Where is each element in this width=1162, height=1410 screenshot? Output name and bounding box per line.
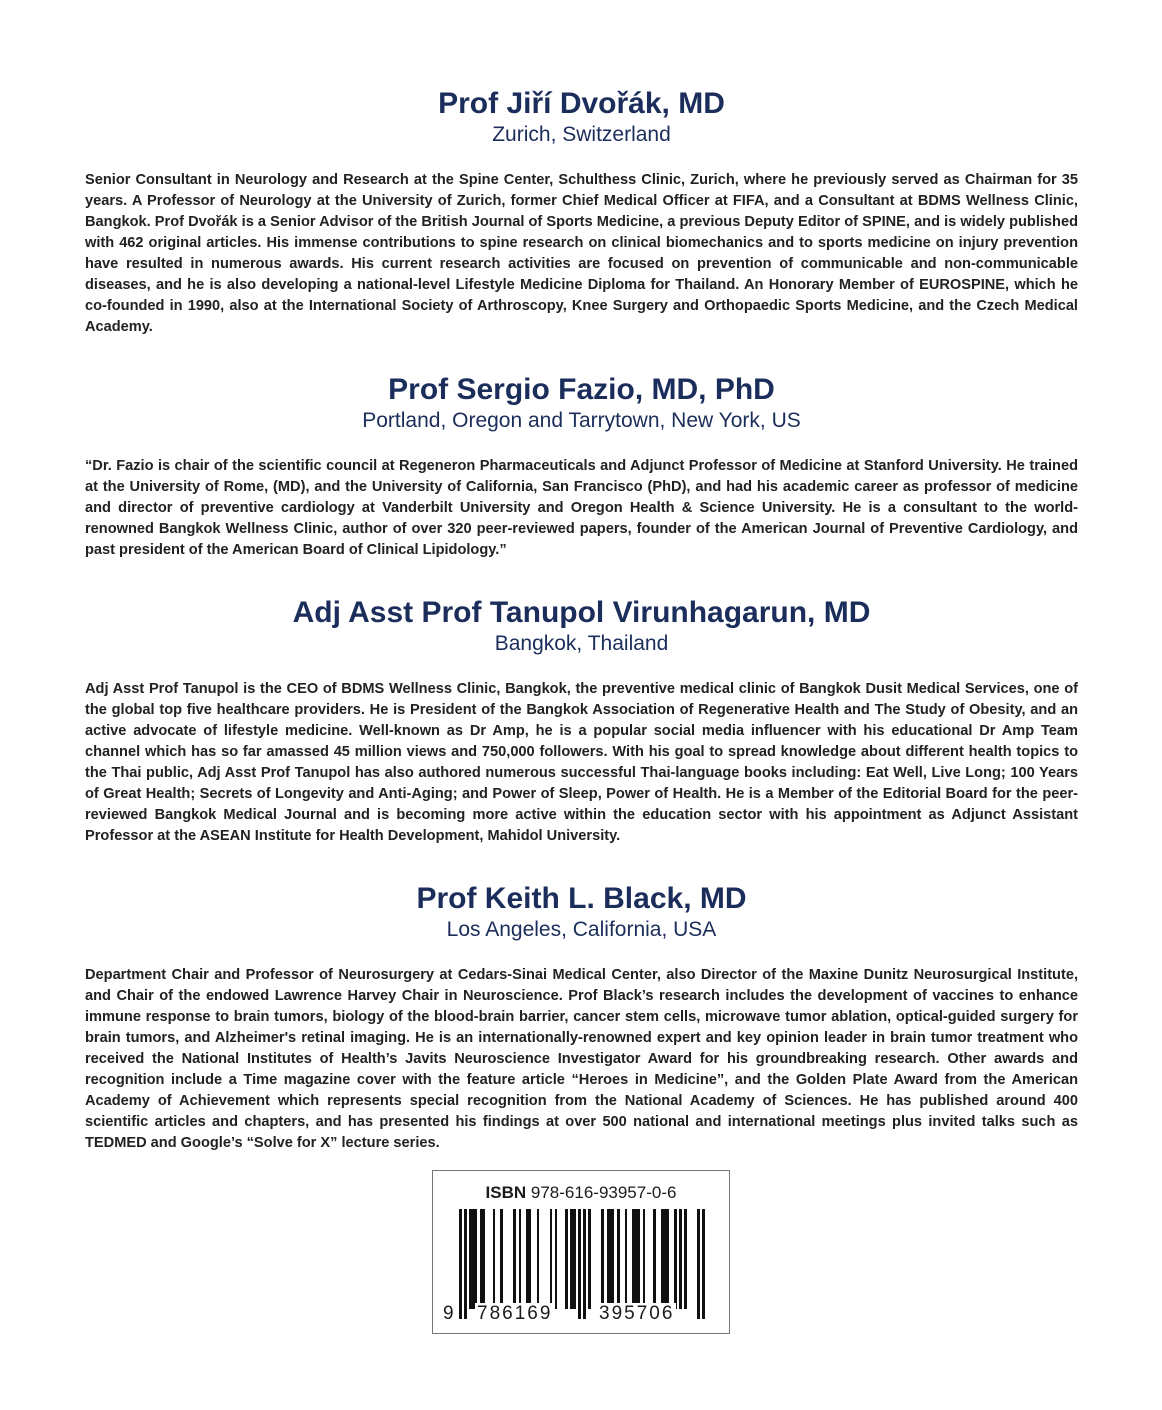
author-location: Portland, Oregon and Tarrytown, New York, US [362, 409, 801, 432]
author-bio: Adj Asst Prof Tanupol is the CEO of BDMS Wellness Clinic, Bangkok, the preventive medical clinic of Bangkok Dusit Medical Services, one of the global top five healthcare providers. He is President of the Bangkok Association of Regenerative Health and The Study of Obesity, and an active advocate of lifestyle medicine. Well-known as Dr Amp, he is a popular social media influencer with his educational Dr Amp Team channel which has so far amassed 45 million views and 750,000 followers. With his goal to spread knowledge about different health topics to the Thai public, Adj Asst Prof Tanupol has also authored numerous successful Thai-language books including: Eat Well, Live Long; 100 Years of Great Health; Secrets of Longevity and Anti-Aging; and Power of Sleep, Power of Health. He is a Member of the Editorial Board for the peer-reviewed Bangkok Medical Journal and is becoming more active within the education sector with his appointment as Adjunct Assistant Professor at the ASEAN Institute for Health Development, Mahidol University. [85, 681, 1078, 844]
author-location: Los Angeles, California, USA [446, 918, 717, 941]
barcode-bar [500, 1209, 503, 1309]
barcode-bar [661, 1209, 669, 1309]
barcode-bar [480, 1209, 485, 1309]
barcode-bar [519, 1209, 522, 1309]
barcode-bar [513, 1209, 516, 1309]
barcode-bar [607, 1209, 615, 1309]
author-profile-black [85, 881, 1078, 1154]
barcode-digits [433, 1303, 729, 1325]
author-location: Zurich, Switzerland [492, 123, 671, 146]
barcode-bar [550, 1209, 553, 1309]
barcode-bar [625, 1209, 628, 1309]
back-cover-page [85, 86, 1078, 1154]
barcode-bar [570, 1209, 575, 1309]
barcode-bar [653, 1209, 656, 1309]
author-name: Adj Asst Prof Tanupol Virunhagarun, MD [292, 596, 871, 629]
barcode-bar [526, 1209, 531, 1309]
author-location: Bangkok, Thailand [494, 632, 669, 655]
barcode-bars [459, 1209, 705, 1309]
author-profile-dvorak [85, 86, 1078, 338]
author-profile-virunhagarun [85, 595, 1078, 847]
author-name: Prof Keith L. Black, MD [416, 882, 747, 915]
barcode-digit-lead: 9 [443, 1303, 456, 1324]
author-name: Prof Sergio Fazio, MD, PhD [388, 373, 775, 406]
isbn-number: 978-616-93957-0-6 [530, 1183, 677, 1202]
isbn-barcode-box [432, 1170, 730, 1334]
barcode-digits-left: 786169 [477, 1303, 553, 1324]
barcode-bar [565, 1209, 568, 1309]
barcode-bar [537, 1209, 540, 1309]
barcode-digits-right: 395706 [599, 1303, 675, 1324]
barcode-bar [617, 1209, 620, 1309]
author-bio: Senior Consultant in Neurology and Research at the Spine Center, Schulthess Clinic, Zurich, where he previously served as Chairman for 35 years. A Professor of Neurology at the University of Zurich, former Chief Medical Officer at FIFA, and a Consultant at BDMS Wellness Clinic, Bangkok. Prof Dvořák is a Senior Advisor of the British Journal of Sports Medicine, a previous Deputy Editor of SPINE, and is widely published with 462 original articles. His immense contributions to spine research on clinical biomechanics and to sports medicine on injury prevention have resulted in numerous awards. His current research activities are focused on prevention of communicable and non-communicable diseases, and he is also developing a national-level Lifestyle Medicine Diploma for Thailand. An Honorary Member of EUROSPINE, which he co-founded in 1990, also at the International Society of Arthroscopy, Knee Surgery and Orthopaedic Sports Medicine, and the Czech Medical Academy. [85, 172, 1078, 335]
barcode-bar [632, 1209, 640, 1309]
author-bio: Department Chair and Professor of Neurosurgery at Cedars-Sinai Medical Center, also Director of the Maxine Dunitz Neurosurgical Institute, and Chair of the endowed Lawrence Harvey Chair in Neuroscience. Prof Black’s research includes the development of vaccines to enhance immune response to brain tumors, biology of the blood-brain barrier, cancer stem cells, microwave tumor ablation, optical-guided surgery for brain tumors, and Alzheimer's retinal imaging. He is an internationally-renowned expert and key opinion leader in brain tumor treatment who received the National Institutes of Health’s Javits Neuroscience Investigator Award for his groundbreaking research. Other awards and recognition include a Time magazine cover with the feature article “Heroes in Medicine”, and the Golden Plate Award from the American Academy of Achievement which represents special recognition from the National Academy of Sciences. He has published around 400 scientific articles and chapters, and has presented his findings at over 500 national and international meetings plus invited talks such as TEDMED and Google’s “Solve for X” lecture series. [85, 967, 1078, 1151]
barcode-bar [555, 1209, 558, 1309]
barcode-bar [493, 1209, 496, 1309]
isbn-line [433, 1183, 729, 1203]
author-profile-fazio [85, 372, 1078, 561]
barcode-bar [684, 1209, 687, 1309]
isbn-label: ISBN [485, 1183, 527, 1202]
barcode-bar [588, 1209, 591, 1309]
barcode-bar [601, 1209, 604, 1309]
author-name: Prof Jiří Dvořák, MD [438, 87, 725, 120]
barcode-bar [469, 1209, 477, 1309]
barcode-bar [674, 1209, 677, 1309]
barcode-bar [679, 1209, 682, 1309]
author-bio: “Dr. Fazio is chair of the scientific council at Regeneron Pharmaceuticals and Adjunct Professor of Medicine at Stanford University. He trained at the University of Rome, (MD), and the University of California, San Francisco (PhD), and had his academic career as professor of medicine and director of preventive cardiology at Vanderbilt University and Oregon Health & Science University. He is a consultant to the world-renowned Bangkok Wellness Clinic, author of over 320 peer-reviewed papers, founder of the American Journal of Preventive Cardiology, and past president of the American Board of Clinical Lipidology.” [85, 458, 1078, 558]
barcode-bar [643, 1209, 646, 1309]
